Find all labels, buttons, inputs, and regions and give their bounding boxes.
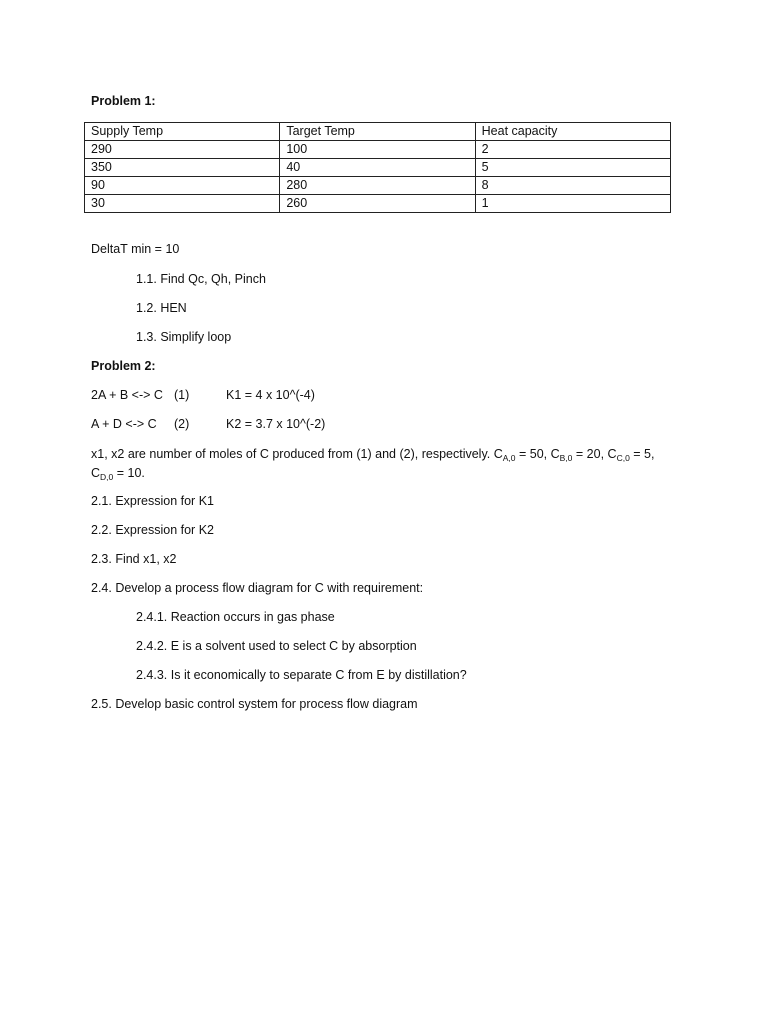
deltat-line: DeltaT min = 10	[91, 242, 180, 256]
problem1-item: 1.2. HEN	[136, 301, 187, 315]
concentration-symbol: C	[493, 447, 503, 461]
table-cell: 40	[280, 159, 475, 177]
table-cell: 90	[85, 177, 280, 195]
concentration-value: = 20,	[572, 447, 608, 461]
concentration-value: = 50,	[515, 447, 551, 461]
table-row	[85, 177, 671, 195]
reaction-equation: A + D <-> C	[91, 417, 157, 431]
problem1-item: 1.1. Find Qc, Qh, Pinch	[136, 272, 266, 286]
table-cell: 5	[475, 159, 670, 177]
concentration-symbol: C	[91, 466, 101, 480]
problem2-title: Problem 2:	[91, 359, 156, 373]
reaction-number: (2)	[174, 417, 190, 431]
table-cell: 2	[475, 141, 670, 159]
concentration-symbol: C	[607, 447, 617, 461]
table-cell: 8	[475, 177, 670, 195]
description-paragraph	[91, 445, 676, 483]
table-cell: 280	[280, 177, 475, 195]
equilibrium-constant: K2 = 3.7 x 10^(-2)	[226, 417, 326, 431]
problem2-item: 2.3. Find x1, x2	[91, 552, 177, 566]
equilibrium-constant: K1 = 4 x 10^(-4)	[226, 388, 315, 402]
table-header: Supply Temp	[85, 123, 280, 141]
table-cell: 290	[85, 141, 280, 159]
problem2-item: 2.1. Expression for K1	[91, 494, 214, 508]
problem2-subitem: 2.4.2. E is a solvent used to select C by absorption	[136, 639, 417, 653]
problem2-item: 2.2. Expression for K2	[91, 523, 214, 537]
stream-table	[84, 122, 671, 213]
reaction-equation: 2A + B <-> C	[91, 388, 163, 402]
problem2-item: 2.4. Develop a process flow diagram for C with requirement:	[91, 581, 424, 595]
table-header-row	[85, 123, 671, 141]
concentration-subscript: D,0	[100, 472, 114, 482]
problem2-subitem: 2.4.1. Reaction occurs in gas phase	[136, 610, 335, 624]
concentration-subscript: C,0	[616, 453, 630, 463]
table-row	[85, 141, 671, 159]
concentration-symbol: C	[550, 447, 560, 461]
table-cell: 350	[85, 159, 280, 177]
table-cell: 260	[280, 195, 475, 213]
problem2-subitem: 2.4.3. Is it economically to separate C from E by distillation?	[136, 668, 467, 682]
table-row	[85, 159, 671, 177]
table-cell: 30	[85, 195, 280, 213]
concentration-subscript: A,0	[502, 453, 516, 463]
concentration-subscript: B,0	[559, 453, 573, 463]
problem2-item: 2.5. Develop basic control system for process flow diagram	[91, 697, 418, 711]
table-header: Target Temp	[280, 123, 475, 141]
problem1-item: 1.3. Simplify loop	[136, 330, 232, 344]
table-cell: 100	[280, 141, 475, 159]
reaction-number: (1)	[174, 388, 190, 402]
description-text: x1, x2 are number of moles of C produced from (1) and (2), respectively.	[91, 447, 494, 461]
concentration-value: = 5,	[629, 447, 655, 461]
concentration-value: = 10.	[113, 466, 145, 480]
problem1-title: Problem 1:	[91, 94, 156, 108]
table-row	[85, 195, 671, 213]
table-header: Heat capacity	[475, 123, 670, 141]
table-cell: 1	[475, 195, 670, 213]
